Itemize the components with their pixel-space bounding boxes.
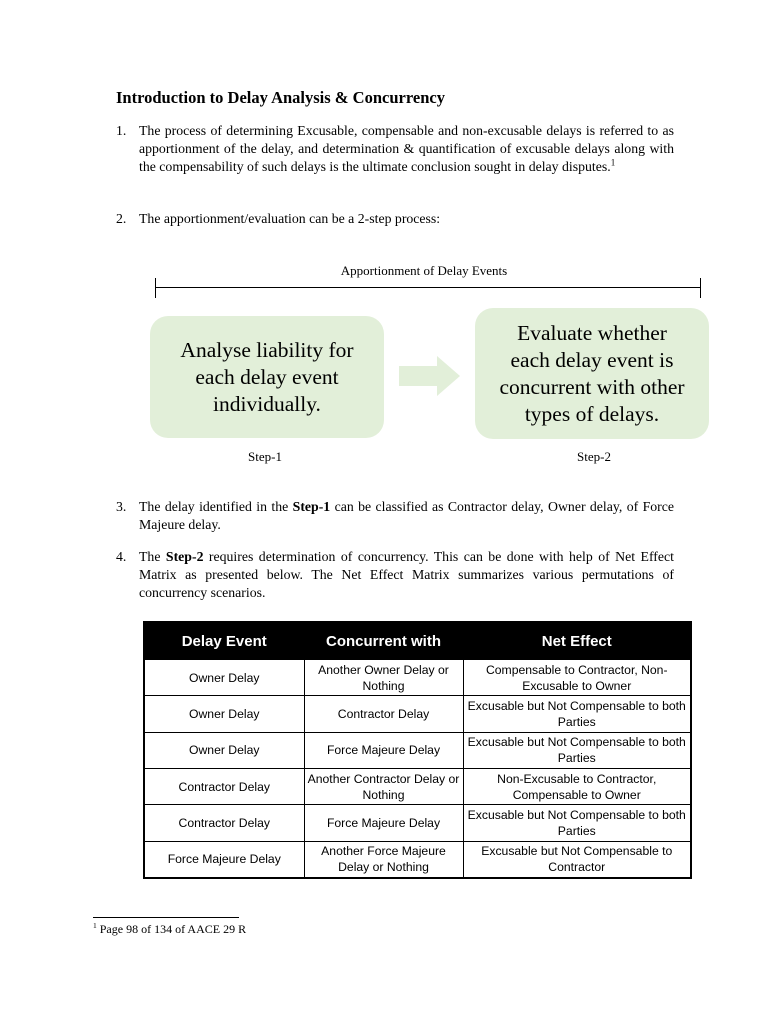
right-arrow-icon xyxy=(399,355,461,397)
table-row xyxy=(144,841,691,878)
table-cell: Excusable but Not Compensable to both Parties xyxy=(463,696,691,732)
step1-label: Step-1 xyxy=(248,449,282,464)
list-text: The delay identified in the Step-1 can be classified as Contractor delay, Owner delay, of Force Majeure delay. xyxy=(139,499,674,532)
table-cell: Contractor Delay xyxy=(144,768,304,804)
table-cell: Another Contractor Delay or Nothing xyxy=(304,768,463,804)
list-text: The apportionment/evaluation can be a 2-step process: xyxy=(139,211,441,226)
section-heading: Introduction to Delay Analysis & Concurrency xyxy=(116,88,445,107)
step2-line: concurrent with other xyxy=(499,374,685,399)
bold-term: Step-1 xyxy=(292,499,331,514)
step2-box xyxy=(475,308,709,439)
step2-line: Evaluate whether xyxy=(517,320,667,345)
list-number: 3. xyxy=(116,499,127,514)
table-cell: Compensable to Contractor, Non-Excusable to Owner xyxy=(463,660,691,696)
list-number: 1. xyxy=(116,123,127,138)
step2-line: types of delays. xyxy=(524,401,660,426)
footnote-number: 1 xyxy=(93,921,97,930)
table-row xyxy=(144,696,691,732)
step2-line: each delay event is xyxy=(510,347,674,372)
column-header: Concurrent with xyxy=(304,622,463,660)
footnote-ref: 1 xyxy=(610,157,616,168)
step2-label: Step-2 xyxy=(577,449,611,464)
table-cell: Non-Excusable to Contractor, Compensable to Owner xyxy=(463,768,691,804)
table-cell: Another Force Majeure Delay or Nothing xyxy=(304,841,463,878)
step1-box xyxy=(150,316,384,438)
table-cell: Excusable but Not Compensable to both Parties xyxy=(463,805,691,841)
table-cell: Force Majeure Delay xyxy=(144,841,304,878)
list-item-3 xyxy=(116,498,674,534)
list-text: The process of determining Excusable, compensable and non-excusable delays is referred to as apportionment of the delay, and determination & quantification of excusable delays along with the compensability of such delays is the ultimate conclusion sought in delay disputes.$^1$ xyxy=(139,123,674,174)
step1-line: individually. xyxy=(213,391,321,416)
step1-line: Analyse liability for xyxy=(180,337,354,362)
column-header: Net Effect xyxy=(463,622,691,660)
footnote-separator xyxy=(93,917,239,918)
table-row xyxy=(144,660,691,696)
table-cell: Owner Delay xyxy=(144,732,304,768)
list-text: The Step-2 requires determination of concurrency. This can be done with help of Net Effect Matrix as presented below. The Net Effect Matrix summarizes various permutations of concurrency scenarios. xyxy=(139,549,674,600)
list-item-4 xyxy=(116,548,674,602)
table-cell: Excusable but Not Compensable to both Parties xyxy=(463,732,691,768)
table-header-row xyxy=(144,622,691,660)
bold-term: Step-2 xyxy=(165,549,204,564)
table-cell: Owner Delay xyxy=(144,660,304,696)
footnote-text: Page 98 of 134 of AACE 29 R xyxy=(99,922,247,936)
table-cell: Owner Delay xyxy=(144,696,304,732)
list-number: 2. xyxy=(116,211,127,226)
table-row xyxy=(144,805,691,841)
table-cell: Excusable but Not Compensable to Contractor xyxy=(463,841,691,878)
table-cell: Force Majeure Delay xyxy=(304,732,463,768)
diagram-title: Apportionment of Delay Events xyxy=(340,263,508,278)
list-number: 4. xyxy=(116,549,127,564)
table-cell: Another Owner Delay or Nothing xyxy=(304,660,463,696)
table-cell: Force Majeure Delay xyxy=(304,805,463,841)
table-cell: Contractor Delay xyxy=(304,696,463,732)
bracket-line xyxy=(156,287,701,288)
list-item-1 xyxy=(116,122,674,176)
bracket-tick-left xyxy=(155,278,156,298)
table-cell: Contractor Delay xyxy=(144,805,304,841)
column-header: Delay Event xyxy=(144,622,304,660)
step1-line: each delay event xyxy=(195,364,339,389)
footnote xyxy=(93,921,246,937)
net-effect-matrix xyxy=(143,621,692,879)
table-row xyxy=(144,732,691,768)
list-item-2 xyxy=(116,210,674,228)
bracket-tick-right xyxy=(700,278,701,298)
table-row xyxy=(144,768,691,804)
